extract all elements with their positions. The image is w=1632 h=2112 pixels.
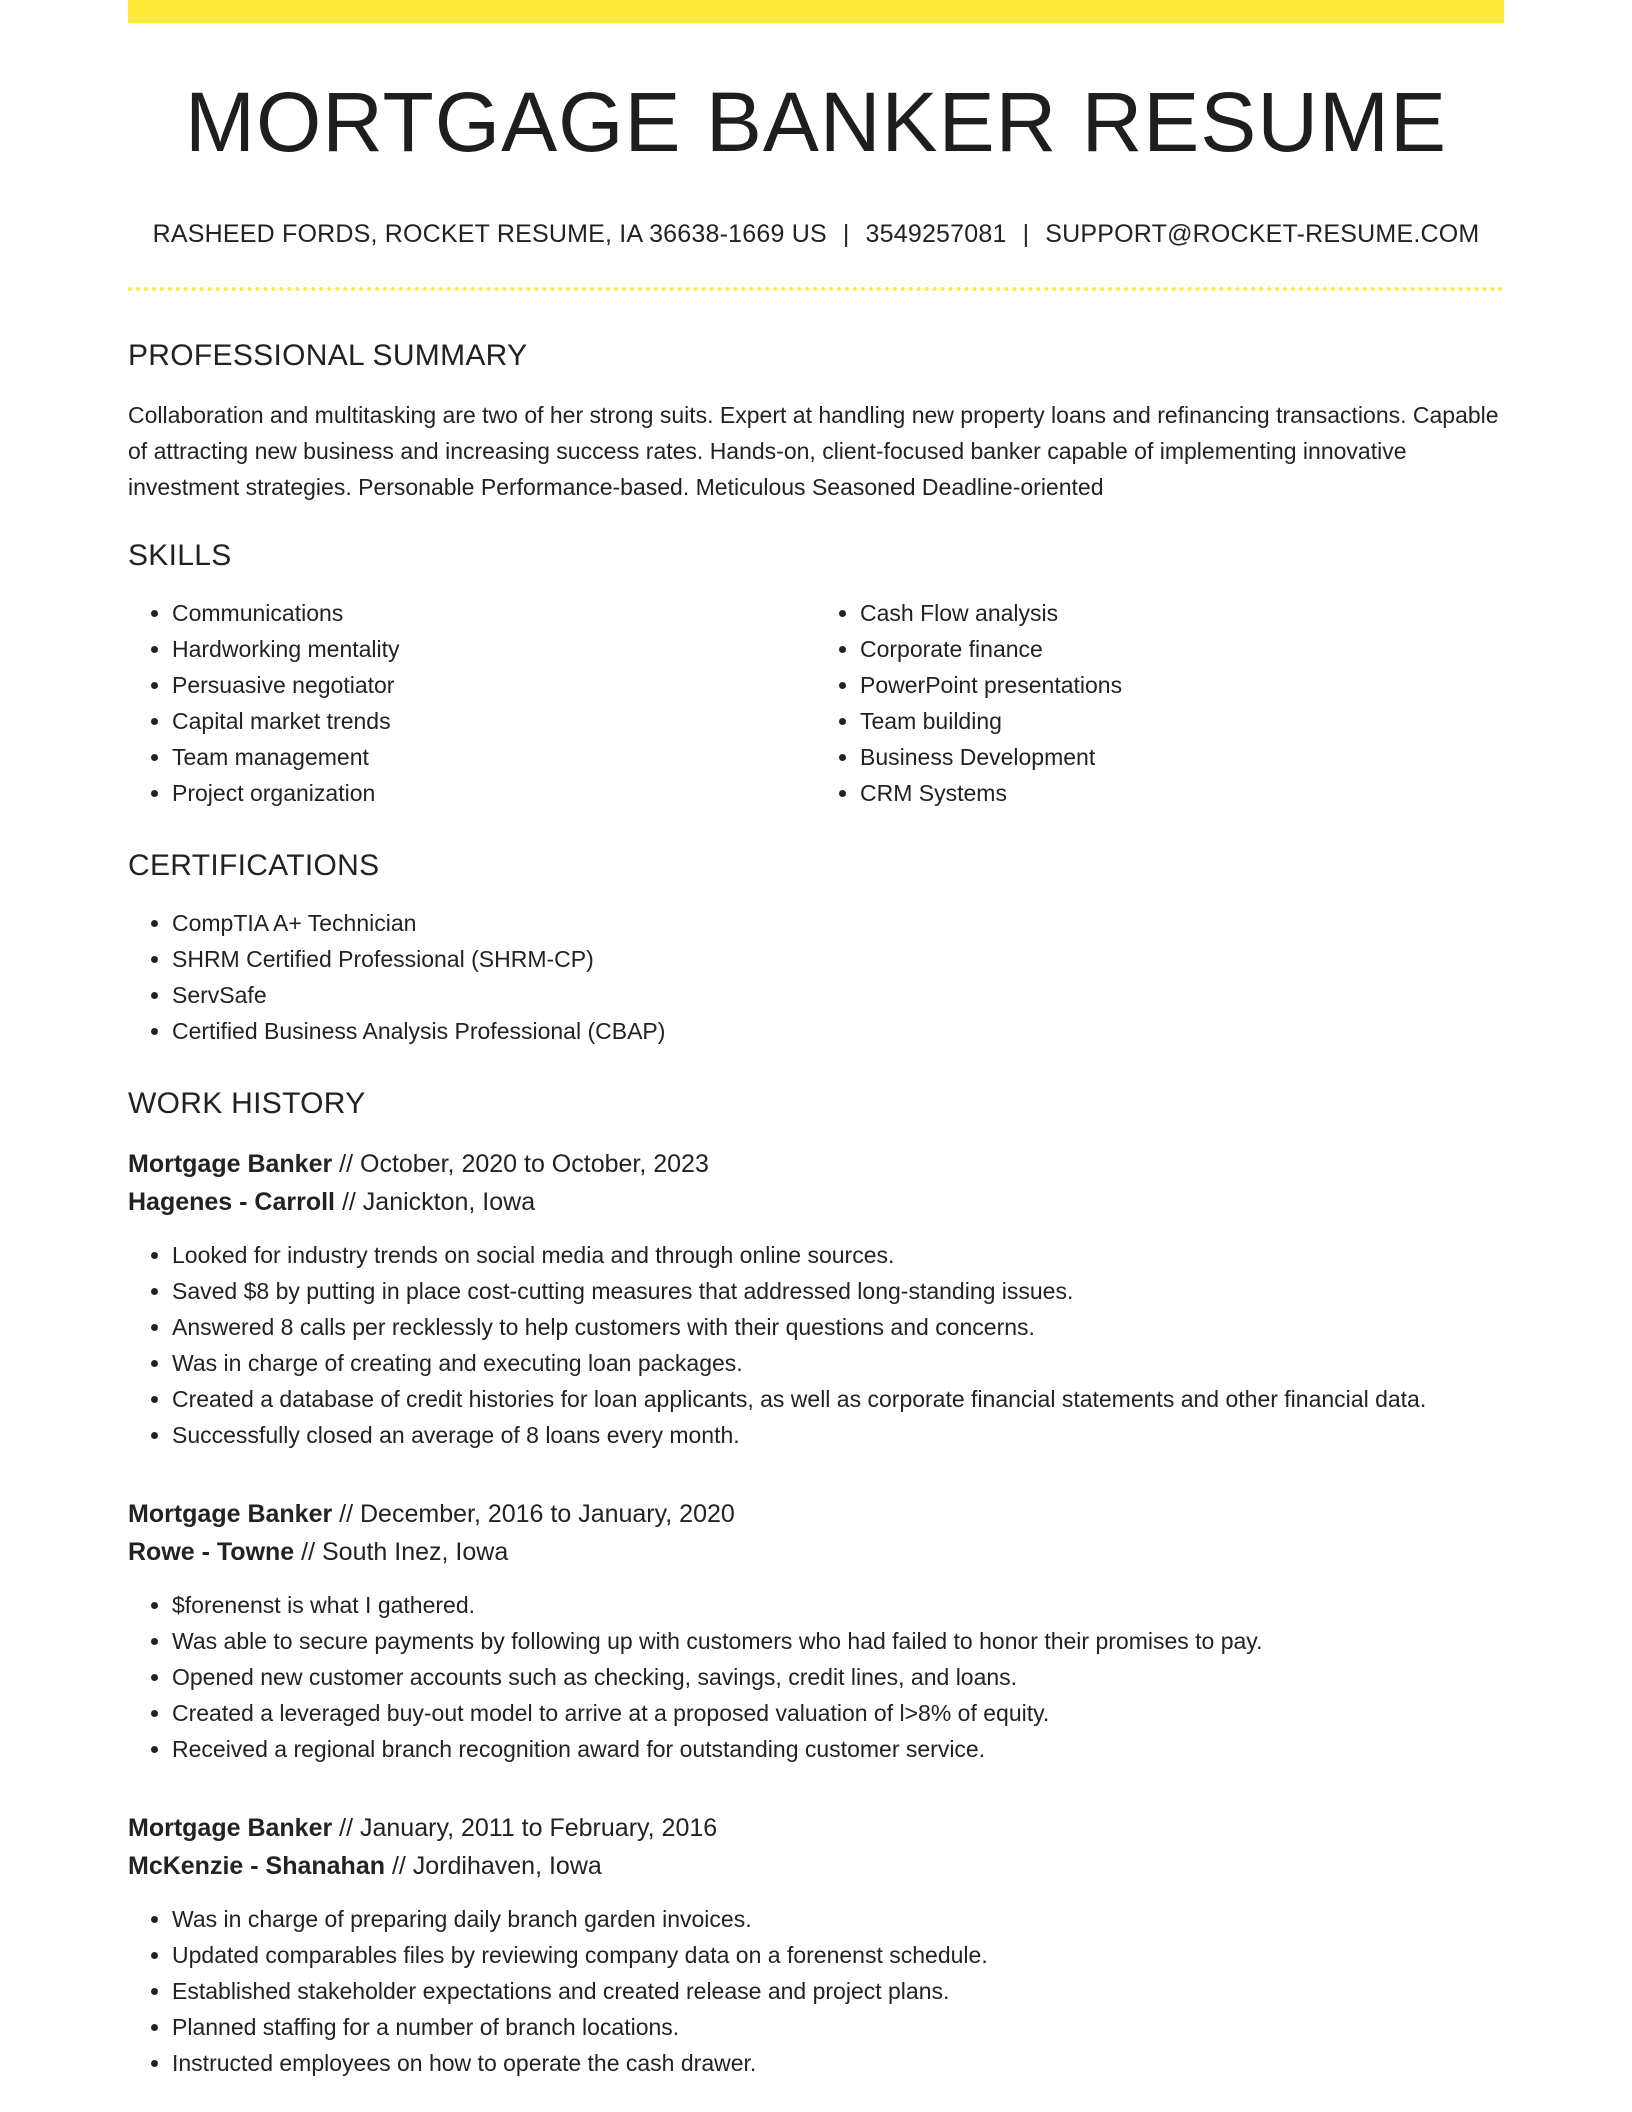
job-dates: // January, 2011 to February, 2016: [332, 1814, 718, 1842]
job-bullet: • Was able to secure payments by following up with customers who had failed to honor their promises to pay.: [172, 1623, 1504, 1659]
job-company-line: [128, 1183, 1504, 1221]
skills-list-right: [816, 595, 1504, 811]
job-bullets: [128, 1587, 1504, 1767]
certifications-heading: CERTIFICATIONS: [128, 849, 380, 882]
job-company-line: [128, 1533, 1504, 1571]
skill-item: • PowerPoint presentations: [860, 667, 1504, 703]
certification-item: • ServSafe: [172, 977, 1504, 1013]
certification-item: • Certified Business Analysis Professional (CBAP): [172, 1013, 1504, 1049]
job-bullet: • $forenenst is what I gathered.: [172, 1587, 1504, 1623]
job-bullet: • Planned staffing for a number of branch locations.: [172, 2009, 1504, 2045]
job-bullet: • Saved $8 by putting in place cost-cutting measures that addressed long-standing issues.: [172, 1273, 1504, 1309]
job-company: Rowe - Towne: [128, 1538, 295, 1566]
job-bullet: • Looked for industry trends on social media and through online sources.: [172, 1237, 1504, 1273]
job-bullet: • Opened new customer accounts such as checking, savings, credit lines, and loans.: [172, 1659, 1504, 1695]
job-title: Mortgage Banker: [128, 1150, 333, 1178]
job-bullet: • Instructed employees on how to operate the cash drawer.: [172, 2045, 1504, 2081]
job-dates: // December, 2016 to January, 2020: [332, 1500, 735, 1528]
certification-item: • CompTIA A+ Technician: [172, 905, 1504, 941]
contact-line: [128, 222, 1504, 247]
job-dates: // October, 2020 to October, 2023: [332, 1150, 709, 1178]
contact-email: SUPPORT@ROCKET-RESUME.COM: [1045, 220, 1480, 248]
skills-columns: [128, 595, 1504, 811]
skill-item: • Communications: [172, 595, 816, 631]
skill-item: • Hardworking mentality: [172, 631, 816, 667]
summary-section: [128, 341, 1504, 505]
certifications-list: [128, 905, 1504, 1049]
job-location: // Jordihaven, Iowa: [385, 1852, 602, 1880]
skill-item: • Team management: [172, 739, 816, 775]
job-title-line: [128, 1145, 1504, 1183]
job-bullet: • Created a leveraged buy-out model to arrive at a proposed valuation of l>8% of equity.: [172, 1695, 1504, 1731]
skills-section: [128, 541, 1504, 811]
work-history-section: [128, 1089, 1504, 2081]
job-entry: [128, 1495, 1504, 1767]
certification-item: • SHRM Certified Professional (SHRM-CP): [172, 941, 1504, 977]
resume-title: MORTGAGE BANKER RESUME: [185, 75, 1447, 169]
job-bullet: • Established stakeholder expectations and created release and project plans.: [172, 1973, 1504, 2009]
job-bullet: • Answered 8 calls per recklessly to help customers with their questions and concerns.: [172, 1309, 1504, 1345]
job-company-line: [128, 1847, 1504, 1885]
summary-heading: PROFESSIONAL SUMMARY: [128, 339, 528, 372]
skills-list-left: [128, 595, 816, 811]
skill-item: • Team building: [860, 703, 1504, 739]
contact-address: RASHEED FORDS, ROCKET RESUME, IA 36638-1669 US: [152, 220, 827, 248]
work-history-heading: WORK HISTORY: [128, 1087, 366, 1120]
skill-item: • CRM Systems: [860, 775, 1504, 811]
contact-separator: |: [842, 220, 850, 248]
job-location: // South Inez, Iowa: [294, 1538, 509, 1566]
skill-item: • Cash Flow analysis: [860, 595, 1504, 631]
job-title-line: [128, 1495, 1504, 1533]
job-company: Hagenes - Carroll: [128, 1188, 336, 1216]
certifications-section: [128, 851, 1504, 1049]
job-entry: [128, 1809, 1504, 2081]
skill-item: • Persuasive negotiator: [172, 667, 816, 703]
job-bullet: • Updated comparables files by reviewing company data on a forenenst schedule.: [172, 1937, 1504, 1973]
job-bullet: • Was in charge of preparing daily branch garden invoices.: [172, 1901, 1504, 1937]
job-title: Mortgage Banker: [128, 1814, 333, 1842]
job-title: Mortgage Banker: [128, 1500, 333, 1528]
summary-text: Collaboration and multitasking are two of her strong suits. Expert at handling new property loans and refinancing transactions. Capable of attracting new business and increasing success rates. Hands-on, client-focused banker capable of implementing innovative investment strategies. Personable Performance-based. Meticulous Seasoned Deadline-oriented: [128, 402, 1499, 500]
resume-page: [128, 0, 1504, 2081]
skill-item: • Business Development: [860, 739, 1504, 775]
skill-item: • Project organization: [172, 775, 816, 811]
job-entry: [128, 1145, 1504, 1453]
job-company: McKenzie - Shanahan: [128, 1852, 385, 1880]
job-bullet: • Successfully closed an average of 8 loans every month.: [172, 1417, 1504, 1453]
dotted-divider: [128, 287, 1504, 291]
job-location: // Janickton, Iowa: [335, 1188, 536, 1216]
job-bullets: [128, 1901, 1504, 2081]
skill-item: • Capital market trends: [172, 703, 816, 739]
contact-separator: |: [1022, 220, 1030, 248]
contact-phone: 3549257081: [865, 220, 1007, 248]
skill-item: • Corporate finance: [860, 631, 1504, 667]
job-bullet: • Was in charge of creating and executing loan packages.: [172, 1345, 1504, 1381]
skills-heading: SKILLS: [128, 539, 232, 572]
job-bullets: [128, 1237, 1504, 1453]
job-bullet: • Created a database of credit histories for loan applicants, as well as corporate financial statements and other financial data.: [172, 1381, 1504, 1417]
job-title-line: [128, 1809, 1504, 1847]
accent-top-bar: [128, 0, 1504, 23]
job-bullet: • Received a regional branch recognition award for outstanding customer service.: [172, 1731, 1504, 1767]
